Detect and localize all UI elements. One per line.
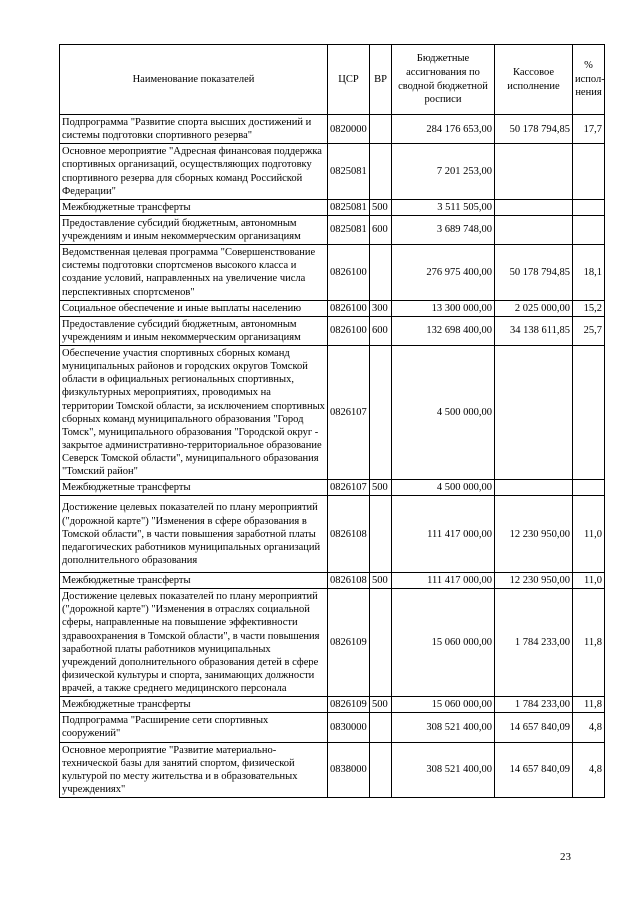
row-pct <box>573 346 605 480</box>
row-pct <box>573 199 605 215</box>
row-name: Межбюджетные трансферты <box>60 480 328 496</box>
table-row <box>60 300 605 316</box>
table-row <box>60 573 605 589</box>
row-vr: 500 <box>370 480 392 496</box>
row-pct: 18,1 <box>573 245 605 301</box>
row-cash: 2 025 000,00 <box>495 300 573 316</box>
row-csr: 0826109 <box>328 589 370 697</box>
row-cash: 1 784 233,00 <box>495 589 573 697</box>
row-csr: 0826100 <box>328 316 370 345</box>
row-cash: 50 178 794,85 <box>495 245 573 301</box>
table-row <box>60 346 605 480</box>
row-budget: 3 511 505,00 <box>392 199 495 215</box>
table-row <box>60 144 605 200</box>
row-budget: 308 521 400,00 <box>392 713 495 742</box>
row-csr: 0825081 <box>328 144 370 200</box>
row-budget: 13 300 000,00 <box>392 300 495 316</box>
table-row <box>60 589 605 697</box>
row-cash: 1 784 233,00 <box>495 697 573 713</box>
row-name: Достижение целевых показателей по плану мероприятий ("дорожной карте") "Изменения в отраслях социальной сферы, направленные на повышение эффективности здравоохранения в Томской области", в части повышения заработной платы работников муниципальных учреждений дополнительного образования детей в сфере физической культуры и спорта, занимающих должности врачей, а также среднего медицинского персонала <box>60 589 328 697</box>
row-name: Обеспечение участия спортивных сборных команд муниципальных районов и городских округов Томской области в официальных региональных спортивных, физкультурных мероприятиях, проводимых на территории Томской области, за исключением спортивных сборных команд муниципального образования "Город Томск", муниципального образования "Городской округ - закрытое административно-территориальное образование Северск Томской области", муниципального образования "Томский район" <box>60 346 328 480</box>
row-budget: 4 500 000,00 <box>392 346 495 480</box>
row-vr <box>370 115 392 144</box>
header-vr: ВР <box>370 45 392 115</box>
header-name: Наименование показателей <box>60 45 328 115</box>
table-row <box>60 480 605 496</box>
row-budget: 111 417 000,00 <box>392 496 495 573</box>
table-row <box>60 199 605 215</box>
row-vr <box>370 496 392 573</box>
row-cash <box>495 144 573 200</box>
row-cash <box>495 346 573 480</box>
row-budget: 7 201 253,00 <box>392 144 495 200</box>
row-vr <box>370 589 392 697</box>
row-pct: 25,7 <box>573 316 605 345</box>
row-budget: 284 176 653,00 <box>392 115 495 144</box>
row-csr: 0826108 <box>328 496 370 573</box>
row-pct: 15,2 <box>573 300 605 316</box>
row-csr: 0825081 <box>328 199 370 215</box>
row-vr: 600 <box>370 316 392 345</box>
row-cash: 12 230 950,00 <box>495 496 573 573</box>
table-header-row <box>60 45 605 115</box>
row-vr <box>370 346 392 480</box>
row-pct: 4,8 <box>573 713 605 742</box>
row-cash <box>495 480 573 496</box>
header-budget: Бюджетные ассигнования по сводной бюджетной росписи <box>392 45 495 115</box>
row-pct: 11,8 <box>573 697 605 713</box>
header-csr: ЦСР <box>328 45 370 115</box>
table-row <box>60 713 605 742</box>
table-row <box>60 496 605 573</box>
row-csr: 0825081 <box>328 215 370 244</box>
table-row <box>60 245 605 301</box>
row-name: Социальное обеспечение и иные выплаты населению <box>60 300 328 316</box>
row-name: Подпрограмма "Расширение сети спортивных сооружений" <box>60 713 328 742</box>
row-csr: 0826100 <box>328 300 370 316</box>
row-name: Основное мероприятие "Развитие материально-технической базы для занятий спортом, физической культурой по месту жительства и в образовательных учреждениях" <box>60 742 328 798</box>
row-vr: 600 <box>370 215 392 244</box>
row-cash: 14 657 840,09 <box>495 713 573 742</box>
row-cash <box>495 215 573 244</box>
row-csr: 0826109 <box>328 697 370 713</box>
header-pct: % испол-нения <box>573 45 605 115</box>
table-row <box>60 742 605 798</box>
table-row <box>60 115 605 144</box>
row-name: Межбюджетные трансферты <box>60 573 328 589</box>
row-vr <box>370 144 392 200</box>
row-name: Предоставление субсидий бюджетным, автономным учреждениям и иным некоммерческим организациям <box>60 215 328 244</box>
budget-table <box>59 44 605 798</box>
row-budget: 4 500 000,00 <box>392 480 495 496</box>
row-cash: 50 178 794,85 <box>495 115 573 144</box>
table-row <box>60 697 605 713</box>
row-vr <box>370 742 392 798</box>
row-csr: 0826108 <box>328 573 370 589</box>
row-vr: 500 <box>370 199 392 215</box>
row-cash: 14 657 840,09 <box>495 742 573 798</box>
header-cash: Кассовое исполнение <box>495 45 573 115</box>
page-number: 23 <box>560 851 571 863</box>
row-csr: 0838000 <box>328 742 370 798</box>
row-cash: 12 230 950,00 <box>495 573 573 589</box>
row-vr <box>370 713 392 742</box>
row-name: Достижение целевых показателей по плану мероприятий ("дорожной карте") "Изменения в сфере образования в Томской области", в части повышения заработной платы педагогических работников муниципальных организаций дополнительного образования <box>60 496 328 573</box>
row-budget: 308 521 400,00 <box>392 742 495 798</box>
row-pct <box>573 144 605 200</box>
row-pct: 17,7 <box>573 115 605 144</box>
row-vr: 500 <box>370 573 392 589</box>
table-row <box>60 215 605 244</box>
row-budget: 15 060 000,00 <box>392 697 495 713</box>
table-row <box>60 316 605 345</box>
row-pct: 11,0 <box>573 573 605 589</box>
row-cash <box>495 199 573 215</box>
row-budget: 276 975 400,00 <box>392 245 495 301</box>
row-pct: 4,8 <box>573 742 605 798</box>
row-csr: 0820000 <box>328 115 370 144</box>
row-pct: 11,8 <box>573 589 605 697</box>
row-vr: 500 <box>370 697 392 713</box>
row-pct <box>573 215 605 244</box>
row-csr: 0826107 <box>328 480 370 496</box>
row-vr <box>370 245 392 301</box>
row-name: Основное мероприятие "Адресная финансовая поддержка спортивных организаций, осуществляющих подготовку спортивного резерва для сборных команд Российской Федерации" <box>60 144 328 200</box>
row-csr: 0826100 <box>328 245 370 301</box>
row-budget: 132 698 400,00 <box>392 316 495 345</box>
row-budget: 15 060 000,00 <box>392 589 495 697</box>
row-name: Ведомственная целевая программа "Совершенствование системы подготовки спортсменов высокого класса и создание условий, направленных на увеличение числа перспективных спортсменов" <box>60 245 328 301</box>
row-cash: 34 138 611,85 <box>495 316 573 345</box>
row-budget: 3 689 748,00 <box>392 215 495 244</box>
row-pct: 11,0 <box>573 496 605 573</box>
row-csr: 0826107 <box>328 346 370 480</box>
row-name: Межбюджетные трансферты <box>60 697 328 713</box>
row-budget: 111 417 000,00 <box>392 573 495 589</box>
row-name: Межбюджетные трансферты <box>60 199 328 215</box>
row-name: Предоставление субсидий бюджетным, автономным учреждениям и иным некоммерческим организациям <box>60 316 328 345</box>
row-pct <box>573 480 605 496</box>
row-name: Подпрограмма "Развитие спорта высших достижений и системы подготовки спортивного резерва" <box>60 115 328 144</box>
row-csr: 0830000 <box>328 713 370 742</box>
row-vr: 300 <box>370 300 392 316</box>
